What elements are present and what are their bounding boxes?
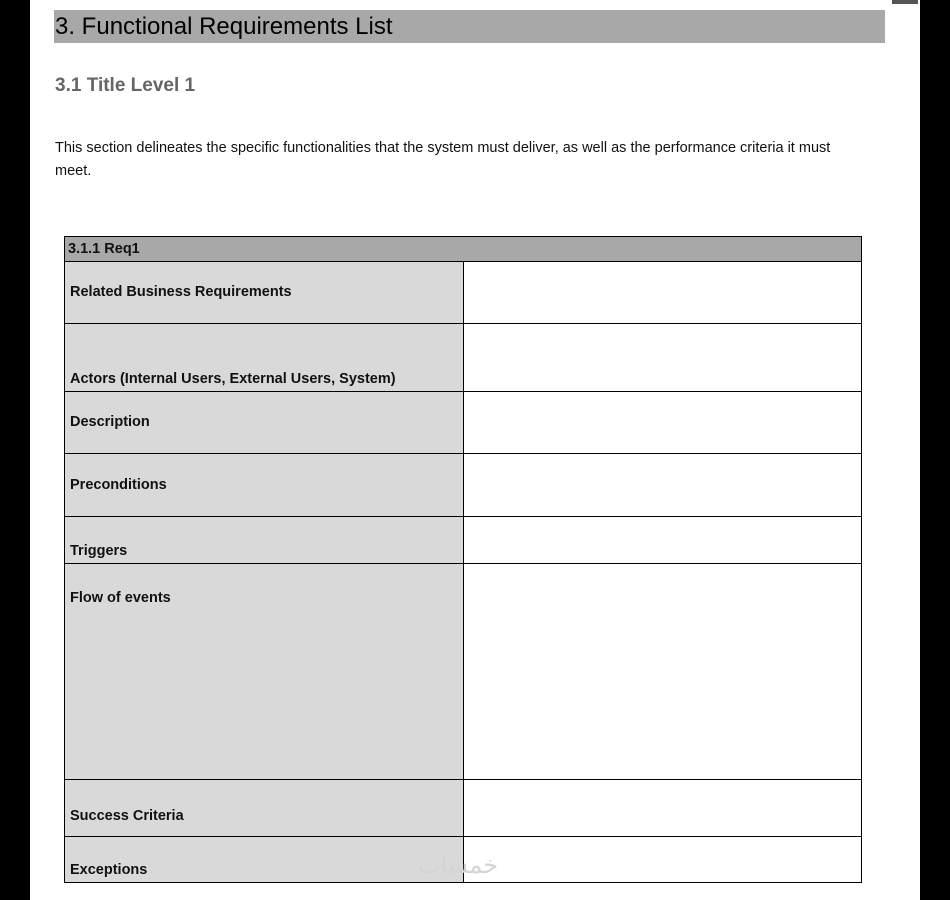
corner-mark xyxy=(892,0,918,4)
table-row xyxy=(65,324,862,392)
row-value-actors[interactable] xyxy=(463,324,862,392)
watermark-logo: خمسات xyxy=(418,851,499,879)
table-row xyxy=(65,392,862,454)
row-value-exceptions[interactable] xyxy=(463,837,862,883)
table-row xyxy=(65,780,862,837)
row-label-related-business-requirements: Related Business Requirements xyxy=(65,262,464,324)
row-value-related-business-requirements[interactable] xyxy=(463,262,862,324)
section-subheading: 3.1 Title Level 1 xyxy=(55,75,196,96)
row-label-actors: Actors (Internal Users, External Users, System) xyxy=(65,324,464,392)
requirement-table xyxy=(64,236,862,883)
row-value-triggers[interactable] xyxy=(463,517,862,564)
row-value-description[interactable] xyxy=(463,392,862,454)
row-value-flow-of-events[interactable] xyxy=(463,564,862,780)
document-page xyxy=(30,0,920,900)
row-value-success-criteria[interactable] xyxy=(463,780,862,837)
row-label-flow-of-events: Flow of events xyxy=(65,564,464,780)
row-value-preconditions[interactable] xyxy=(463,454,862,517)
row-label-success-criteria: Success Criteria xyxy=(65,780,464,837)
row-label-preconditions: Preconditions xyxy=(65,454,464,517)
table-title-row xyxy=(65,237,862,262)
row-label-exceptions: Exceptions xyxy=(65,837,464,883)
section-heading: 3. Functional Requirements List xyxy=(55,13,393,40)
table-row xyxy=(65,564,862,780)
table-row xyxy=(65,517,862,564)
row-label-description: Description xyxy=(65,392,464,454)
row-label-triggers: Triggers xyxy=(65,517,464,564)
requirement-title: 3.1.1 Req1 xyxy=(65,237,862,262)
table-row xyxy=(65,262,862,324)
table-row xyxy=(65,454,862,517)
intro-paragraph: This section delineates the specific functionalities that the system must deliver, as well as the performance criteria it must meet. xyxy=(55,140,831,179)
